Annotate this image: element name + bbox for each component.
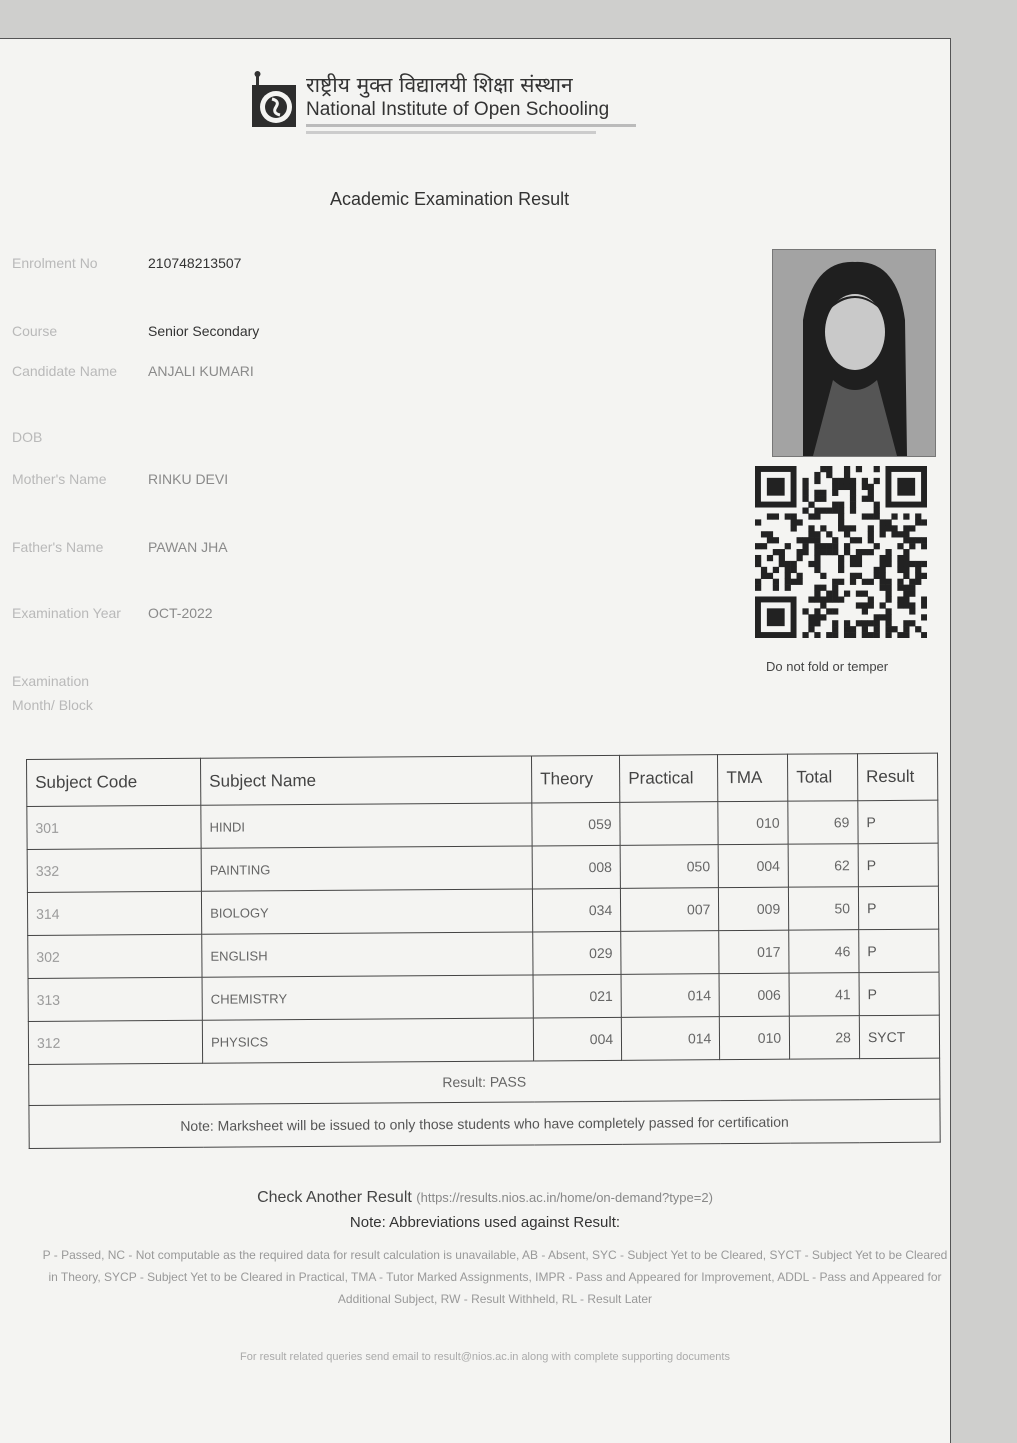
exam-year-label: Examination Year	[12, 605, 121, 621]
subject-result: P	[858, 886, 938, 930]
dob-label: DOB	[12, 429, 43, 445]
total-marks: 46	[789, 930, 859, 973]
marks-table	[26, 753, 941, 1149]
exam-block-label: Examination Month/ Block	[12, 673, 93, 713]
subject-code: 314	[27, 891, 201, 935]
subject-result: P	[858, 843, 938, 887]
candidate-name-label: Candidate Name	[12, 363, 118, 379]
practical-marks: 014	[621, 1017, 719, 1061]
subject-code: 332	[27, 848, 201, 892]
subject-name: PAINTING	[201, 846, 532, 891]
tma-marks: 010	[718, 801, 788, 844]
header-subject-code: Subject Code	[27, 758, 201, 806]
tma-marks: 004	[718, 844, 788, 887]
overall-result: Result: PASS	[29, 1058, 940, 1105]
total-marks: 41	[789, 973, 859, 1016]
nios-logo-icon	[250, 71, 298, 129]
practical-marks: 050	[620, 845, 718, 889]
subject-code: 301	[27, 805, 201, 849]
table-row	[27, 800, 938, 849]
table-row	[27, 886, 938, 935]
practical-marks: 014	[621, 974, 719, 1018]
certification-note-row	[29, 1099, 940, 1148]
mother-name-label: Mother's Name	[12, 471, 107, 487]
theory-marks: 034	[532, 888, 620, 932]
candidate-photo	[772, 249, 936, 457]
practical-marks	[620, 802, 718, 846]
mother-name-value: RINKU DEVI	[148, 471, 229, 487]
theory-marks: 059	[532, 802, 620, 846]
subject-code: 312	[28, 1020, 202, 1064]
total-marks: 69	[788, 801, 858, 844]
tma-marks: 017	[719, 930, 789, 973]
marks-table-header	[27, 753, 938, 806]
header-tma: TMA	[718, 754, 788, 801]
table-row	[27, 843, 938, 892]
subject-result: P	[858, 800, 938, 844]
total-marks: 28	[789, 1016, 859, 1059]
candidate-name-value: ANJALI KUMARI	[148, 363, 254, 379]
father-name-value: PAWAN JHA	[148, 539, 228, 555]
abbreviations-text: P - Passed, NC - Not computable as the required data for result calculation is unavailable, AB - Absent, SYC - Subject Yet to be Cleared, SYCT - Subject Yet to be Cleared in Theory, SYCP - Subject Yet to be Cleared in Practical, TMA - Tutor Marked Assignments, IMPR - Pass and Appeared for Improvement, ADDL - Pass and Appeared for Additional Subject, RW - Result Withheld, RL - Result Later	[42, 1248, 948, 1306]
table-row	[28, 972, 939, 1021]
subject-code: 313	[28, 977, 202, 1021]
subject-name: ENGLISH	[202, 932, 533, 977]
check-another-result-link[interactable]: Check Another Result	[257, 1189, 412, 1206]
certification-note: Note: Marksheet will be issued to only those students who have completely passed for certification	[29, 1099, 940, 1148]
father-name-label: Father's Name	[12, 539, 104, 555]
tma-marks: 010	[720, 1016, 790, 1059]
table-row	[28, 1015, 939, 1064]
subject-result: P	[859, 972, 939, 1016]
table-row	[28, 929, 939, 978]
practical-marks	[621, 931, 719, 975]
exam-year-value: OCT-2022	[148, 605, 213, 621]
org-tagline-decor	[306, 124, 646, 134]
subject-name: BIOLOGY	[202, 889, 533, 934]
tma-marks: 009	[719, 887, 789, 930]
org-name-english: National Institute of Open Schooling	[306, 99, 610, 120]
header-subject-name: Subject Name	[201, 756, 532, 805]
subject-code: 302	[28, 934, 202, 978]
abbreviations-title: Note: Abbreviations used against Result:	[349, 1214, 621, 1231]
practical-marks: 007	[621, 888, 719, 932]
enrolment-label: Enrolment No	[12, 255, 98, 271]
theory-marks: 004	[533, 1017, 621, 1061]
course-value: Senior Secondary	[148, 323, 260, 339]
header-practical: Practical	[620, 755, 718, 803]
total-marks: 62	[788, 844, 858, 887]
theory-marks: 021	[533, 974, 621, 1018]
header-result: Result	[857, 753, 937, 801]
org-name-hindi: राष्ट्रीय मुक्त विद्यालयी शिक्षा संस्थान	[306, 73, 573, 97]
check-result-url[interactable]: (https://results.nios.ac.in/home/on-demand?type=2)	[416, 1190, 713, 1205]
nios-header	[250, 71, 646, 134]
course-label: Course	[12, 323, 58, 339]
query-email-note: For result related queries send email to result@nios.ac.in along with complete supporting documents	[240, 1351, 730, 1363]
qr-code-icon	[755, 466, 927, 638]
subject-result: SYCT	[859, 1015, 939, 1059]
subject-name: HINDI	[201, 803, 532, 848]
result-document	[0, 38, 951, 1443]
header-theory: Theory	[532, 755, 620, 803]
overall-result-row	[29, 1058, 940, 1105]
header-total: Total	[788, 754, 858, 801]
subject-name: CHEMISTRY	[202, 975, 533, 1020]
tma-marks: 006	[719, 973, 789, 1016]
total-marks: 50	[789, 887, 859, 930]
document-title: Academic Examination Result	[330, 189, 570, 209]
qr-fold-note: Do not fold or temper	[766, 659, 889, 674]
subject-name: PHYSICS	[202, 1018, 533, 1063]
enrolment-value: 210748213507	[148, 255, 242, 271]
check-another-result	[30, 1189, 940, 1207]
theory-marks: 008	[532, 845, 620, 889]
subject-result: P	[859, 929, 939, 973]
theory-marks: 029	[533, 931, 621, 975]
